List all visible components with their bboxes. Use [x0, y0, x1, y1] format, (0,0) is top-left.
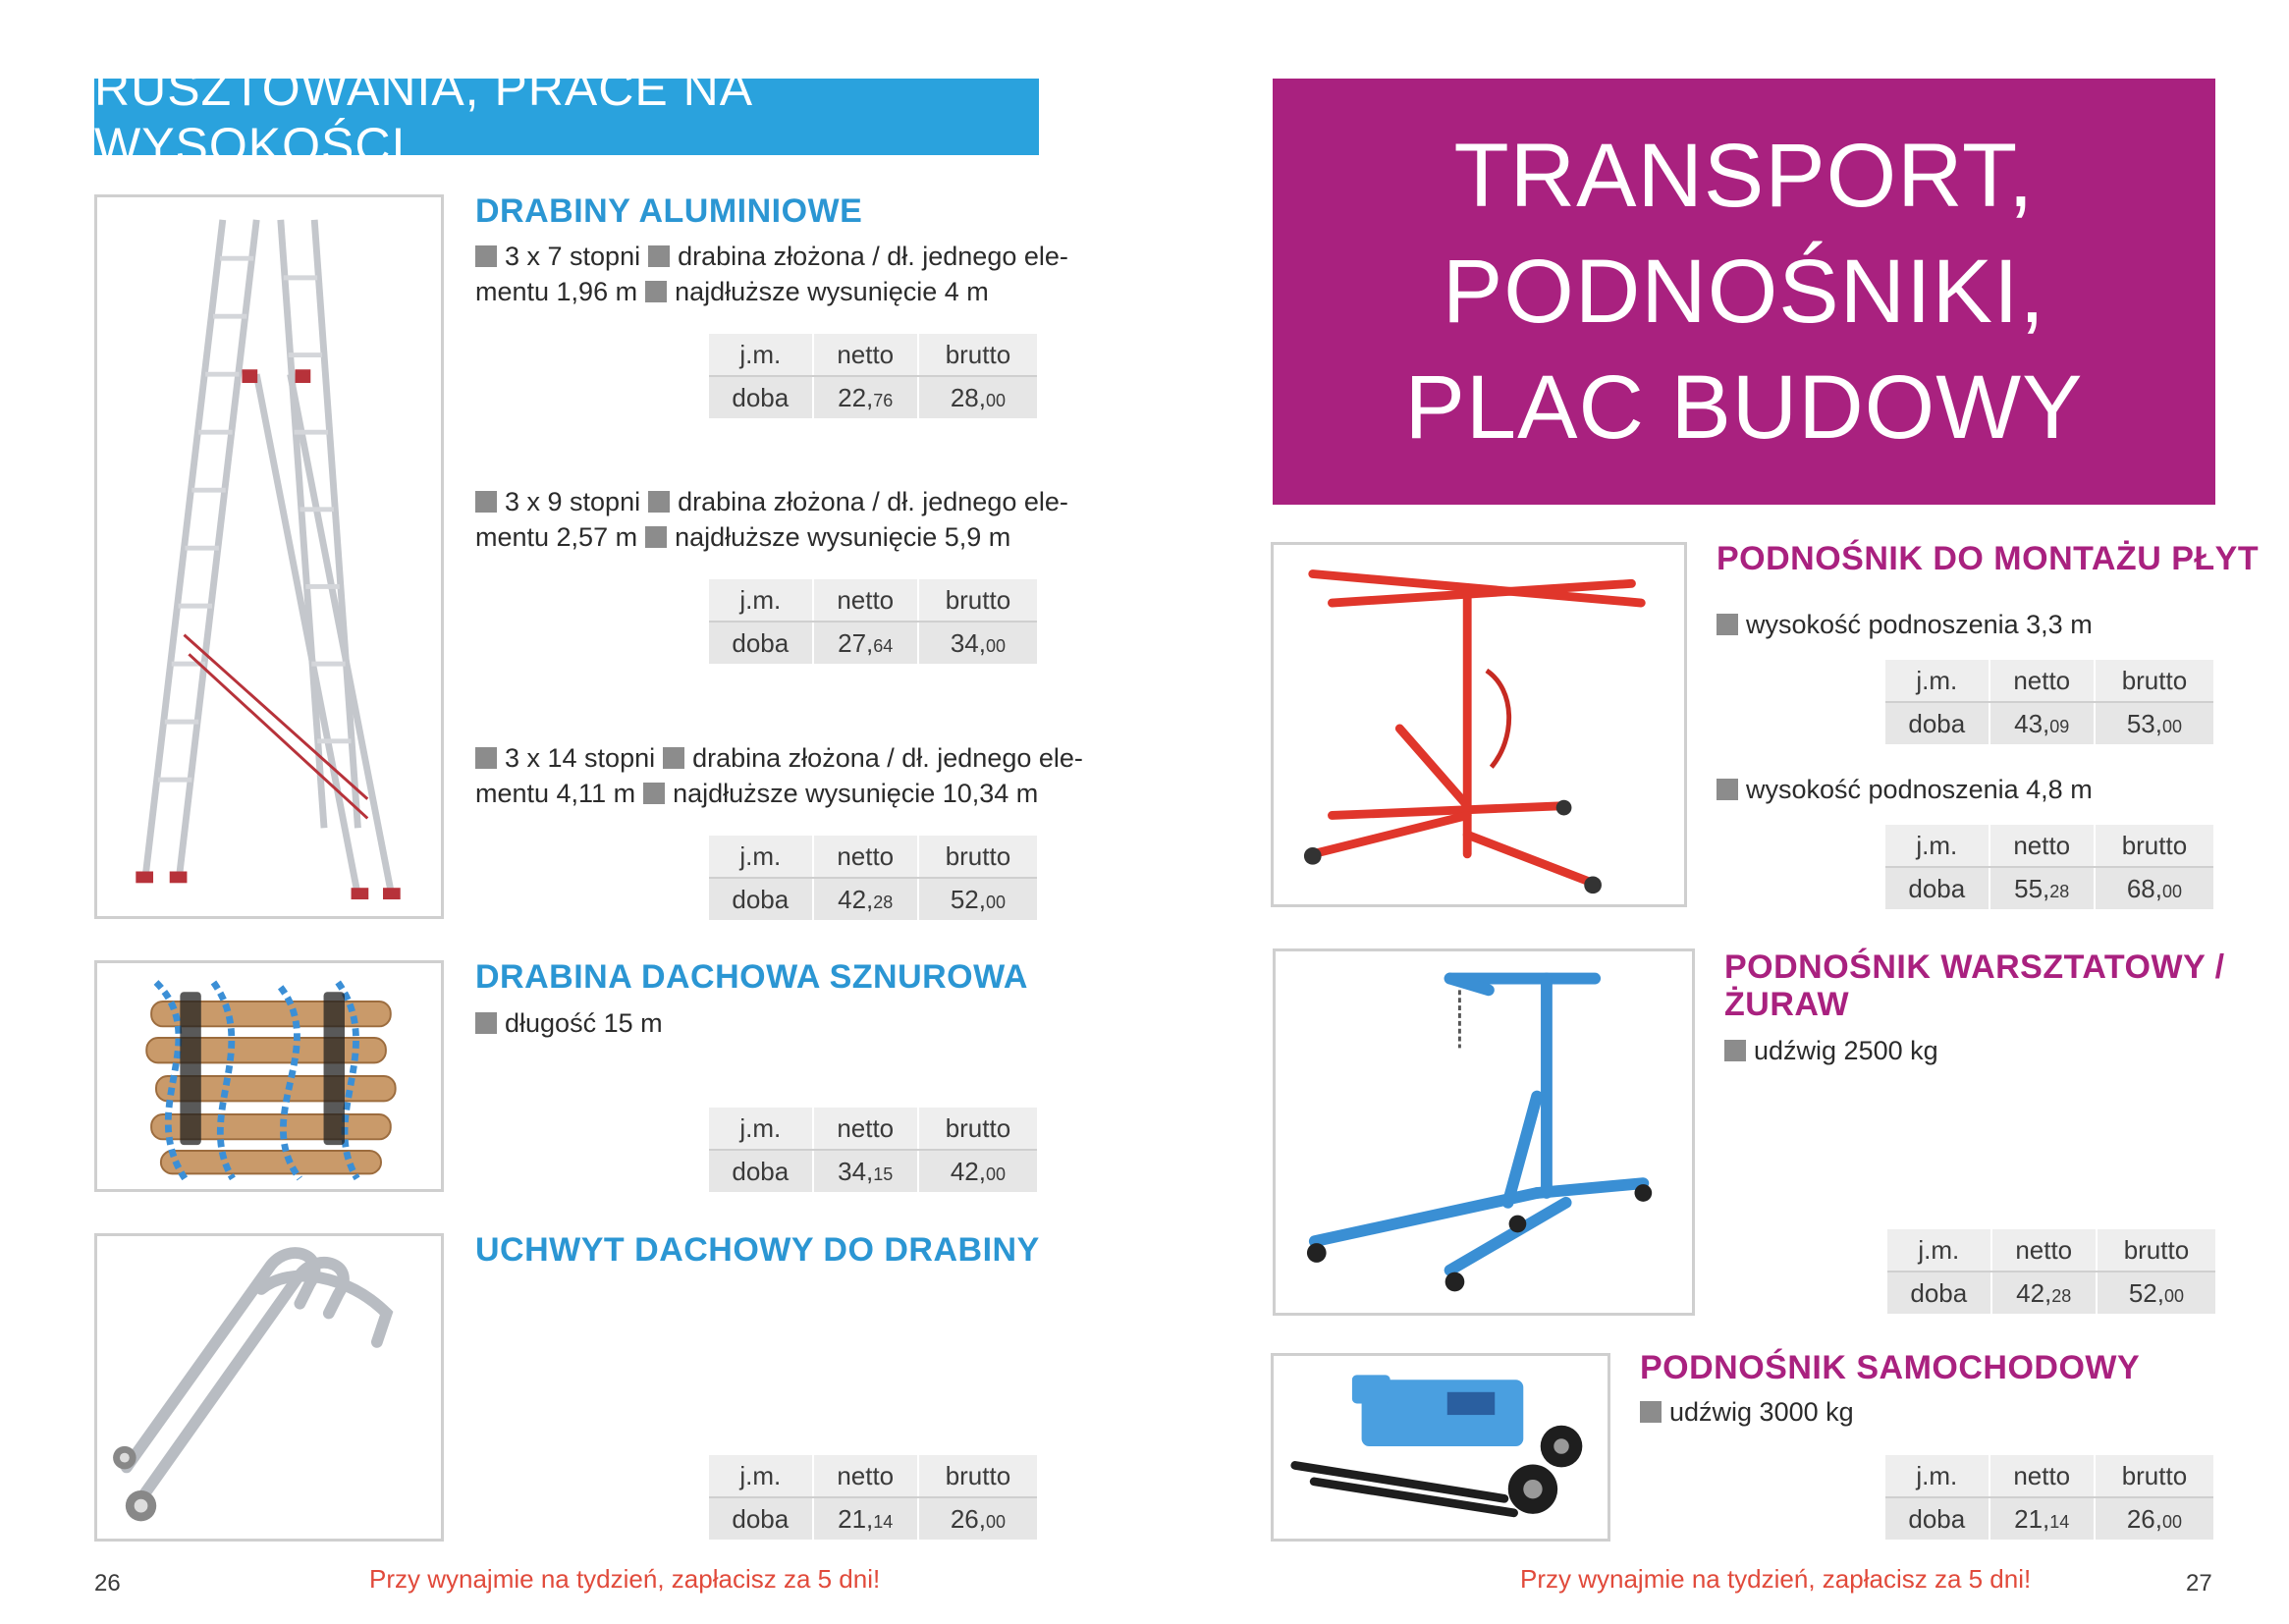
spec-ladder-3x7 — [475, 239, 1068, 309]
spec-rope-ladder: długość 15 m — [475, 1005, 663, 1041]
footer-note-left: Przy wynajmie na tydzień, zapłacisz za 5 dni! — [369, 1564, 881, 1594]
spec-line-1: 3 x 9 stopni drabina złożona / dł. jednego ele- — [475, 484, 1068, 519]
bullet-square-icon — [475, 491, 497, 513]
title-line-2: ŻURAW — [1724, 986, 1850, 1023]
product-title-car-jack: PODNOŚNIK SAMOCHODOWY — [1640, 1349, 2141, 1386]
bullet-square-icon — [1717, 614, 1738, 635]
price-table-panel-lift-4-8: j.m. netto brutto doba 55,28 68,00 — [1885, 825, 2213, 909]
bullet-square-icon — [645, 526, 667, 548]
price-table-roof-hook: j.m. netto brutto doba 21,14 26,00 — [709, 1455, 1037, 1540]
spec-ladder-3x9 — [475, 484, 1068, 555]
header-line-2: PODNOŚNIKI, — [1442, 242, 2046, 342]
title-line-1: PODNOŚNIK WARSZTATOWY / — [1724, 948, 2225, 986]
price-table-ladder-3x9: j.m. netto brutto doba 27,64 34,00 — [709, 579, 1037, 664]
spec-line-1: 3 x 14 stopni drabina złożona / dł. jednego ele- — [475, 740, 1083, 776]
bullet-square-icon — [648, 245, 670, 267]
car-jack-image — [1271, 1353, 1610, 1542]
bullet-square-icon — [643, 783, 665, 804]
page-number-right: 27 — [2186, 1570, 2212, 1597]
spec-line-2: mentu 4,11 m najdłuższe wysunięcie 10,34 m — [475, 779, 1039, 808]
header-line-1: TRANSPORT, — [1453, 126, 2035, 226]
bullet-square-icon — [645, 281, 667, 302]
price-table-car-jack: j.m. netto brutto doba 21,14 26,00 — [1885, 1455, 2213, 1540]
spec-line-2: mentu 2,57 m najdłuższe wysunięcie 5,9 m — [475, 522, 1011, 552]
roof-hook-image — [94, 1233, 444, 1542]
bullet-square-icon — [475, 747, 497, 769]
price-table-rope-ladder: j.m. netto brutto doba 34,15 42,00 — [709, 1108, 1037, 1192]
bullet-square-icon — [1724, 1040, 1746, 1061]
price-table-ladder-3x7: j.m. netto brutto doba 22,76 28,00 — [709, 334, 1037, 418]
bullet-square-icon — [475, 245, 497, 267]
workshop-crane-image — [1273, 948, 1695, 1316]
spec-car-jack: udźwig 3000 kg — [1640, 1394, 1854, 1430]
aluminium-ladder-image — [94, 194, 444, 919]
category-header-scaffolding — [94, 61, 1039, 173]
category-header-transport — [1273, 79, 2215, 505]
price-table-ladder-3x14: j.m. netto brutto doba 42,28 52,00 — [709, 836, 1037, 920]
rope-ladder-image — [94, 960, 444, 1192]
footer-note-right: Przy wynajmie na tydzień, zapłacisz za 5 dni! — [1520, 1564, 2032, 1594]
bullet-square-icon — [648, 491, 670, 513]
header-line-3: PLAC BUDOWY — [1404, 357, 2084, 458]
price-table-workshop-crane: j.m. netto brutto doba 42,28 52,00 — [1887, 1229, 2215, 1314]
product-title-aluminium-ladders: DRABINY ALUMINIOWE — [475, 192, 863, 230]
product-title-panel-lift: PODNOŚNIK DO MONTAŻU PŁYT — [1717, 540, 2260, 577]
bullet-square-icon — [663, 747, 684, 769]
spec-workshop-crane: udźwig 2500 kg — [1724, 1033, 1938, 1068]
spec-ladder-3x14 — [475, 740, 1083, 811]
page-number-left: 26 — [94, 1570, 121, 1597]
bullet-square-icon — [475, 1012, 497, 1034]
panel-lift-image — [1271, 542, 1687, 907]
product-title-roof-hook: UCHWYT DACHOWY DO DRABINY — [475, 1231, 1040, 1269]
spec-line-1: 3 x 7 stopni drabina złożona / dł. jednego ele- — [475, 239, 1068, 274]
spec-panel-lift-4-8: wysokość podnoszenia 4,8 m — [1717, 772, 2093, 807]
bullet-square-icon — [1717, 779, 1738, 800]
spec-line-2: mentu 1,96 m najdłuższe wysunięcie 4 m — [475, 277, 989, 306]
product-title-rope-ladder: DRABINA DACHOWA SZNUROWA — [475, 958, 1028, 996]
spec-panel-lift-3-3: wysokość podnoszenia 3,3 m — [1717, 607, 2093, 642]
bullet-square-icon — [1640, 1401, 1662, 1423]
product-title-workshop-crane — [1724, 948, 2225, 1023]
price-table-panel-lift-3-3: j.m. netto brutto doba 43,09 53,00 — [1885, 660, 2213, 744]
category-header-text: RUSZTOWANIA, PRACE NA WYSOKOŚCI — [94, 61, 751, 173]
